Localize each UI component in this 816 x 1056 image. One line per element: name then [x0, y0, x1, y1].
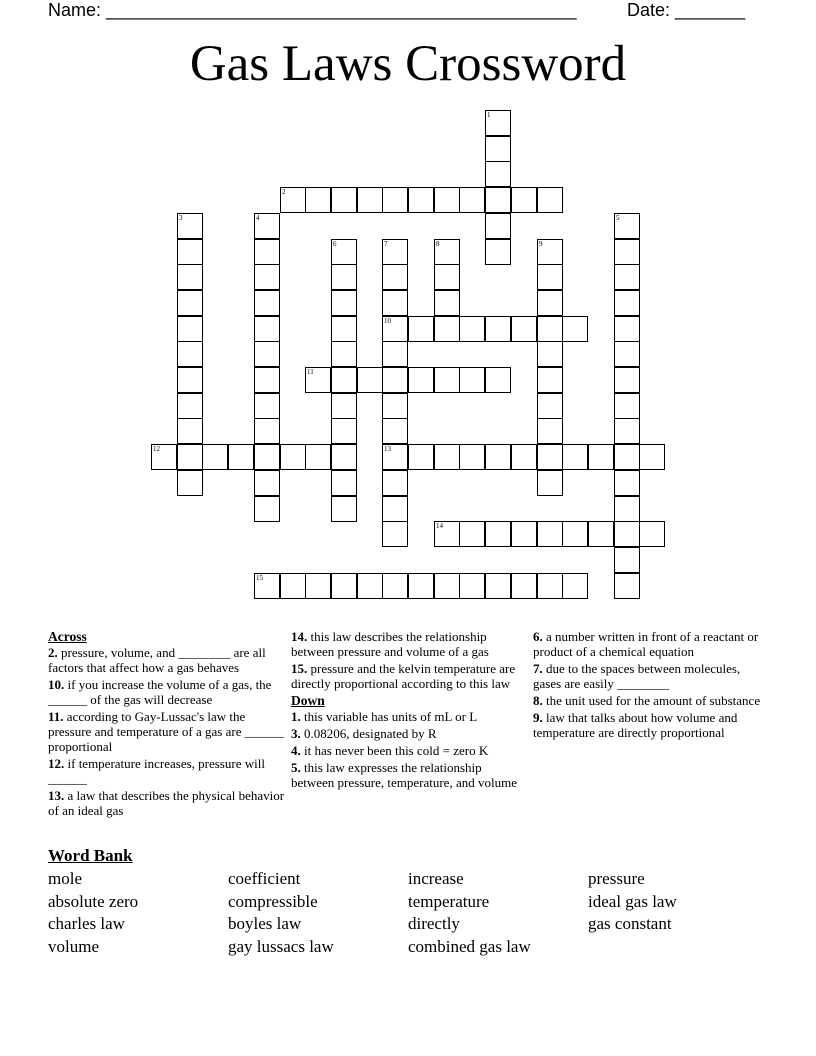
crossword-cell[interactable] [382, 341, 408, 367]
crossword-cell[interactable] [614, 444, 640, 470]
down-heading: Down [291, 693, 325, 708]
crossword-cell[interactable] [537, 341, 563, 367]
crossword-cell[interactable] [614, 393, 640, 419]
word-bank-item: combined gas law [408, 937, 531, 956]
crossword-cell[interactable] [537, 316, 563, 342]
clue-number-label: 11 [307, 368, 314, 376]
crossword-cell[interactable] [537, 418, 563, 444]
crossword-cell[interactable] [614, 470, 640, 496]
crossword-cell[interactable] [382, 470, 408, 496]
crossword-cell[interactable] [639, 444, 665, 470]
crossword-cell[interactable] [331, 367, 357, 393]
clue-down-4 [291, 743, 523, 758]
crossword-cell[interactable] [280, 573, 306, 599]
clue-number-label: 8 [436, 240, 440, 248]
crossword-cell[interactable] [254, 496, 280, 522]
crossword-cell[interactable] [485, 213, 511, 239]
clue-down-8 [533, 693, 763, 708]
crossword-cell[interactable] [254, 213, 280, 239]
crossword-cell[interactable] [382, 367, 408, 393]
clue-across-11 [48, 709, 288, 754]
clue-text: a number written in front of a reactant or product of a chemical equation [533, 629, 759, 659]
crossword-cell[interactable] [254, 470, 280, 496]
clue-across-14 [291, 629, 523, 659]
crossword-cell[interactable] [280, 187, 306, 213]
crossword-cell[interactable] [254, 239, 280, 265]
crossword-cell[interactable] [305, 444, 331, 470]
crossword-cell[interactable] [614, 264, 640, 290]
crossword-cell[interactable] [434, 239, 460, 265]
clue-text: 0.08206, designated by R [304, 726, 437, 741]
crossword-cell[interactable] [254, 367, 280, 393]
clue-number-label: 6 [333, 240, 337, 248]
crossword-cell[interactable] [614, 418, 640, 444]
crossword-cell[interactable] [614, 316, 640, 342]
crossword-cell[interactable] [459, 316, 485, 342]
crossword-cell[interactable] [331, 496, 357, 522]
crossword-cell[interactable] [331, 316, 357, 342]
crossword-cell[interactable] [537, 444, 563, 470]
crossword-cell[interactable] [434, 367, 460, 393]
clue-number: 2. [48, 645, 58, 660]
crossword-cell[interactable] [537, 187, 563, 213]
crossword-cell[interactable] [177, 290, 203, 316]
crossword-cell[interactable] [382, 264, 408, 290]
clue-number-label: 2 [282, 188, 286, 196]
crossword-cell[interactable] [357, 187, 383, 213]
clue-number-label: 14 [436, 522, 443, 530]
clue-text: it has never been this cold = zero K [304, 743, 489, 758]
clue-number: 11. [48, 709, 64, 724]
clue-number: 14. [291, 629, 308, 644]
clues-column-3 [533, 629, 763, 742]
crossword-cell[interactable] [588, 521, 614, 547]
crossword-cell[interactable] [485, 136, 511, 162]
crossword-cell[interactable] [408, 444, 434, 470]
crossword-cell[interactable] [408, 316, 434, 342]
crossword-cell[interactable] [228, 444, 254, 470]
clue-number: 5. [291, 760, 301, 775]
clue-number-label: 7 [384, 240, 388, 248]
clue-across-13 [48, 788, 288, 818]
clue-number: 6. [533, 629, 543, 644]
clue-text: the unit used for the amount of substance [546, 693, 761, 708]
crossword-cell[interactable] [331, 470, 357, 496]
clue-number: 12. [48, 756, 65, 771]
clue-text: this variable has units of mL or L [304, 709, 478, 724]
word-bank-item: absolute zero [48, 892, 139, 911]
crossword-cell[interactable] [254, 418, 280, 444]
crossword-cell[interactable] [331, 264, 357, 290]
clue-number: 8. [533, 693, 543, 708]
clue-text: this law expresses the relationship between pressure, temperature, and volume [291, 760, 517, 790]
crossword-cell[interactable] [331, 393, 357, 419]
word-bank-item: gay lussacs law [228, 937, 334, 956]
clue-number-label: 9 [539, 240, 543, 248]
crossword-cell[interactable] [459, 521, 485, 547]
word-bank-title: Word Bank [48, 846, 133, 865]
crossword-cell[interactable] [177, 418, 203, 444]
crossword-cell[interactable] [434, 444, 460, 470]
crossword-cell[interactable] [382, 521, 408, 547]
crossword-cell[interactable] [614, 367, 640, 393]
crossword-cell[interactable] [382, 393, 408, 419]
crossword-cell[interactable] [434, 521, 460, 547]
crossword-cell[interactable] [280, 444, 306, 470]
clue-text: due to the spaces between molecules, gases are easily ________ [533, 661, 741, 691]
word-bank-item: compressible [228, 892, 318, 911]
crossword-cell[interactable] [537, 393, 563, 419]
clue-number-label: 3 [179, 214, 183, 222]
crossword-cell[interactable] [177, 213, 203, 239]
crossword-cell[interactable] [382, 290, 408, 316]
clue-number: 15. [291, 661, 308, 676]
crossword-cell[interactable] [331, 444, 357, 470]
crossword-cell[interactable] [151, 444, 177, 470]
crossword-cell[interactable] [511, 316, 537, 342]
word-bank-item: ideal gas law [588, 892, 677, 911]
clue-text: a law that describes the physical behavior of an ideal gas [48, 788, 285, 818]
crossword-cell[interactable] [485, 239, 511, 265]
crossword-cell[interactable] [459, 573, 485, 599]
clue-number-label: 10 [384, 317, 391, 325]
clues-column-1 [48, 629, 288, 820]
crossword-cell[interactable] [382, 444, 408, 470]
crossword-cell[interactable] [305, 573, 331, 599]
crossword-cell[interactable] [459, 444, 485, 470]
clue-number: 10. [48, 677, 65, 692]
crossword-cell[interactable] [408, 367, 434, 393]
crossword-cell[interactable] [485, 521, 511, 547]
clue-number: 3. [291, 726, 301, 741]
crossword-cell[interactable] [434, 187, 460, 213]
clue-text: this law describes the relationship between pressure and volume of a gas [291, 629, 489, 659]
crossword-cell[interactable] [562, 316, 588, 342]
clue-down-6 [533, 629, 763, 659]
clue-text: according to Gay-Lussac's law the pressure and temperature of a gas are ______ proportional [48, 709, 284, 754]
crossword-cell[interactable] [331, 341, 357, 367]
crossword-cell[interactable] [254, 316, 280, 342]
clue-across-12 [48, 756, 288, 786]
crossword-cell[interactable] [382, 239, 408, 265]
crossword-cell[interactable] [382, 187, 408, 213]
date-field-label[interactable]: Date: _______ [627, 0, 746, 20]
crossword-cell[interactable] [177, 341, 203, 367]
crossword-cell[interactable] [562, 521, 588, 547]
clue-number-label: 4 [256, 214, 260, 222]
crossword-cell[interactable] [254, 444, 280, 470]
clue-down-1 [291, 709, 523, 724]
clue-number-label: 5 [616, 214, 620, 222]
crossword-cell[interactable] [434, 316, 460, 342]
crossword-cell[interactable] [254, 264, 280, 290]
crossword-cell[interactable] [459, 367, 485, 393]
clue-down-9 [533, 710, 763, 740]
clue-down-7 [533, 661, 763, 691]
crossword-cell[interactable] [562, 444, 588, 470]
crossword-cell[interactable] [177, 367, 203, 393]
crossword-cell[interactable] [434, 290, 460, 316]
crossword-cell[interactable] [614, 290, 640, 316]
crossword-cell[interactable] [537, 264, 563, 290]
clue-text: if you increase the volume of a gas, the ______ of the gas will decrease [48, 677, 272, 707]
crossword-cell[interactable] [177, 239, 203, 265]
crossword-cell[interactable] [537, 290, 563, 316]
crossword-cell[interactable] [511, 521, 537, 547]
crossword-cell[interactable] [485, 316, 511, 342]
page-title: Gas Laws Crossword [189, 36, 627, 92]
crossword-cell[interactable] [177, 316, 203, 342]
crossword-cell[interactable] [459, 187, 485, 213]
word-bank-item: pressure [588, 869, 645, 888]
clue-text: pressure and the kelvin temperature are directly proportional according to this law [291, 661, 516, 691]
clues-column-2 [291, 629, 523, 792]
crossword-cell[interactable] [614, 341, 640, 367]
crossword-cell[interactable] [382, 418, 408, 444]
clue-number-label: 13 [384, 445, 391, 453]
crossword-cell[interactable] [485, 110, 511, 136]
crossword-cell[interactable] [537, 573, 563, 599]
clue-text: pressure, volume, and ________ are all factors that affect how a gas behaves [48, 645, 266, 675]
crossword-cell[interactable] [331, 290, 357, 316]
crossword-cell[interactable] [305, 367, 331, 393]
word-bank-item: coefficient [228, 869, 301, 888]
crossword-cell[interactable] [537, 470, 563, 496]
word-bank-item: directly [408, 914, 460, 933]
crossword-cell[interactable] [562, 573, 588, 599]
crossword-cell[interactable] [177, 393, 203, 419]
word-bank-item: increase [408, 869, 464, 888]
crossword-cell[interactable] [408, 187, 434, 213]
crossword-cell[interactable] [434, 573, 460, 599]
crossword-cell[interactable] [331, 239, 357, 265]
crossword-cell[interactable] [614, 213, 640, 239]
crossword-cell[interactable] [357, 367, 383, 393]
across-heading: Across [48, 629, 87, 644]
crossword-cell[interactable] [485, 187, 511, 213]
clue-number: 13. [48, 788, 65, 803]
crossword-cell[interactable] [639, 521, 665, 547]
crossword-cell[interactable] [254, 393, 280, 419]
clue-text: if temperature increases, pressure will ______ [48, 756, 265, 786]
crossword-cell[interactable] [331, 418, 357, 444]
crossword-cell[interactable] [408, 573, 434, 599]
name-field-label[interactable]: Name: _______________________________________________ [48, 0, 577, 20]
word-bank-item: charles law [48, 914, 125, 933]
clue-across-2 [48, 645, 288, 675]
crossword-cell[interactable] [614, 573, 640, 599]
crossword-cell[interactable] [537, 367, 563, 393]
crossword-cell[interactable] [202, 444, 228, 470]
crossword-cell[interactable] [254, 290, 280, 316]
clue-number-label: 12 [153, 445, 160, 453]
crossword-cell[interactable] [177, 470, 203, 496]
word-bank-item: gas constant [588, 914, 672, 933]
clue-number-label: 15 [256, 574, 263, 582]
clue-number: 1. [291, 709, 301, 724]
crossword-cell[interactable] [485, 573, 511, 599]
word-bank-item: volume [48, 937, 99, 956]
crossword-cell[interactable] [614, 239, 640, 265]
clue-down-3 [291, 726, 523, 741]
crossword-cell[interactable] [537, 239, 563, 265]
crossword-cell[interactable] [485, 161, 511, 187]
crossword-cell[interactable] [614, 496, 640, 522]
crossword-cell[interactable] [485, 367, 511, 393]
crossword-cell[interactable] [331, 187, 357, 213]
crossword-cell[interactable] [614, 521, 640, 547]
clue-down-5 [291, 760, 523, 790]
crossword-cell[interactable] [537, 521, 563, 547]
word-bank-item: temperature [408, 892, 490, 911]
crossword-cell[interactable] [614, 547, 640, 573]
crossword-cell[interactable] [511, 444, 537, 470]
crossword-cell[interactable] [254, 341, 280, 367]
crossword-cell[interactable] [588, 444, 614, 470]
crossword-cell[interactable] [254, 573, 280, 599]
clue-number: 4. [291, 743, 301, 758]
clue-number: 7. [533, 661, 543, 676]
crossword-cell[interactable] [382, 573, 408, 599]
crossword-cell[interactable] [511, 187, 537, 213]
clue-number-label: 1 [487, 111, 491, 119]
word-bank-item: mole [48, 869, 82, 888]
crossword-cell[interactable] [357, 573, 383, 599]
crossword-cell[interactable] [177, 264, 203, 290]
crossword-cell[interactable] [331, 573, 357, 599]
crossword-cell[interactable] [305, 187, 331, 213]
crossword-cell[interactable] [511, 573, 537, 599]
crossword-cell[interactable] [434, 264, 460, 290]
clue-number: 9. [533, 710, 543, 725]
clue-across-10 [48, 677, 288, 707]
crossword-cell[interactable] [177, 444, 203, 470]
clue-across-15 [291, 661, 523, 691]
crossword-cell[interactable] [382, 496, 408, 522]
crossword-cell[interactable] [382, 316, 408, 342]
word-bank-item: boyles law [228, 914, 302, 933]
clue-text: law that talks about how volume and temperature are directly proportional [533, 710, 738, 740]
crossword-cell[interactable] [485, 444, 511, 470]
